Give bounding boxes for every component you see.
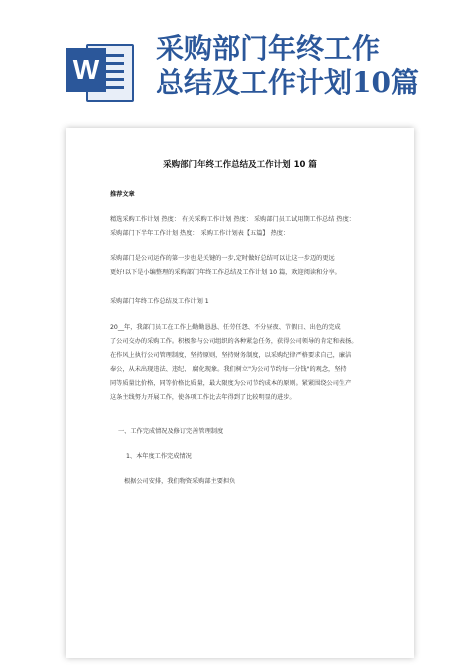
body-line-2: 了公司交办的采购工作。积极参与公司组织的各种紧急任务，获得公司领导的肯定和表扬。 [110,338,358,345]
banner-title [156,32,466,100]
heading-annual-work: 1、本年度工作完成情况 [126,453,192,460]
header-banner [0,0,474,112]
banner-title-line-2: 总结及工作计划10篇 [156,66,419,99]
recommend-line-1: 精选采购工作计划 热度： 有关采购工作计划 热度： 采购部门员工试用期工作总结 热度： [110,216,355,223]
document-title: 采购部门年终工作总结及工作计划 10 篇 [163,160,317,170]
section-heading: 推荐文章 [110,191,135,198]
banner-title-line-1: 采购部门年终工作 [156,32,381,65]
body-line-4: 奉公，从未出现违法、违纪、 腐化现象。我们树立"为公司节约每一分钱"的观念，坚持 [110,366,347,373]
heading-work-status: 一、工作完成情况及修订完善管理制度 [118,428,224,435]
intro-line-1: 采购部门是公司运作的第一步也是关键的一步,定时做好总结可以让这一步迈的更远 [110,255,335,262]
word-document-icon [66,38,134,102]
word-logo-letter: W [66,48,106,92]
document-page [66,128,414,658]
body-last-line: 根据公司安排，我们物资采购部主要担负 [124,478,236,485]
recommend-line-2: 采购部门下半年工作计划 热度： 采购工作计划表【五篇】 热度： [110,230,290,237]
body-line-5: 同等质量比价格，同等价格比质量，最大限度为公司节约成本的原则。紧紧围绕公司生产 [110,380,352,387]
intro-line-2: 更好!以下是小编整理的采购部门年终工作总结及工作计划 10 篇，欢迎阅读和分享。 [110,269,341,276]
body-line-6: 这条主线努力开展工作，使各项工作比去年得到了比较明显的进步。 [110,394,296,401]
part-1-title: 采购部门年终工作总结及工作计划 1 [110,298,209,305]
body-line-1: 20__年，我部门员工在工作上勤勤恳恳、任劳任怨、不分昼夜、节假日、出色的完成 [110,324,341,331]
body-line-3: 在作风上执行公司管理制度，坚持原则，坚持财务制度，以采购纪律严格要求自己，廉洁 [110,352,352,359]
